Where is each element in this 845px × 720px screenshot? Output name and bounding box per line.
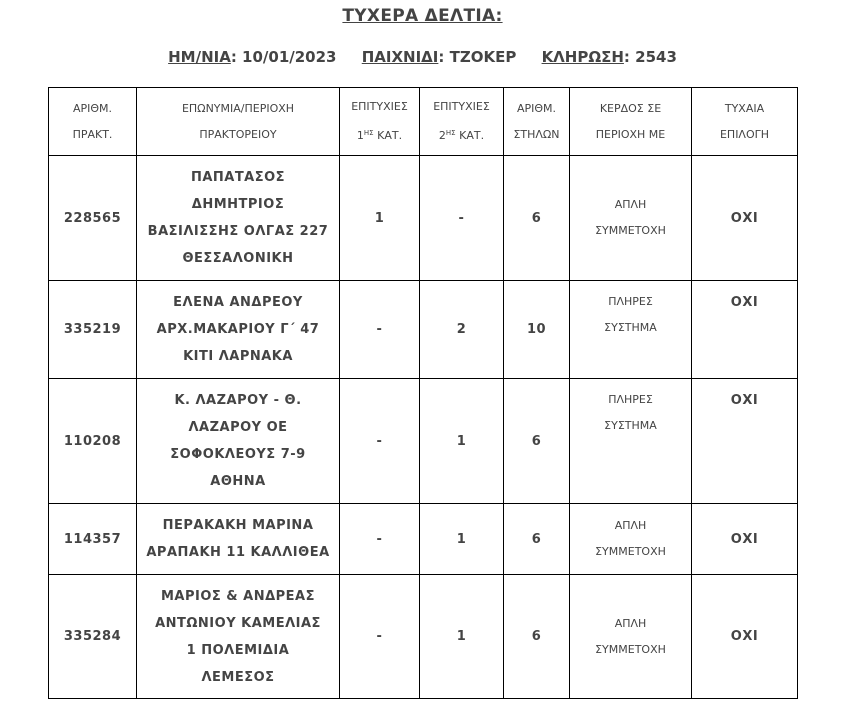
table-row xyxy=(49,575,798,699)
table-row xyxy=(49,379,798,504)
header-agency-name xyxy=(137,88,340,156)
cat2-cell: 2 xyxy=(420,281,504,379)
random-pick-cell: ΟΧΙ xyxy=(692,504,798,575)
table-row xyxy=(49,281,798,379)
name-line: ΘΕΣΣΑΛΟΝΙΚΗ xyxy=(182,251,294,266)
name-line: ΑΝΤΩΝΙΟΥ ΚΑΜΕΛΙΑΣ xyxy=(155,615,321,631)
random-pick-cell: ΟΧΙ xyxy=(692,156,798,281)
name-line: ΣΟΦΟΚΛΕΟΥΣ 7-9 xyxy=(170,447,306,462)
agency-name-cell xyxy=(137,504,340,575)
header-text: ΑΡΙΘΜ. xyxy=(516,101,557,115)
prize-line: ΑΠΛΗ xyxy=(614,519,647,532)
draw-info xyxy=(0,48,845,66)
name-line: ΜΑΡΙΟΣ & ΑΝΔΡΕΑΣ xyxy=(160,588,316,604)
table-header-row xyxy=(49,88,798,156)
header-prize-via xyxy=(570,88,692,156)
header-text: ΠΕΡΙΟΧΗ ΜΕ xyxy=(595,127,666,141)
header-random-pick xyxy=(692,88,798,156)
header-text: ΠΡΑΚΤΟΡΕΙΟΥ xyxy=(199,127,277,141)
name-line: ΠΑΠΑΤΑΣΟΣ xyxy=(190,170,286,185)
cat1-cell: - xyxy=(340,281,420,379)
random-pick-cell: ΟΧΙ xyxy=(692,281,798,379)
header-text: ΑΡΙΘΜ. xyxy=(72,101,113,115)
name-line: ΕΛΕΝΑ ΑΝΔΡΕΟΥ xyxy=(173,295,303,310)
columns-cell: 10 xyxy=(504,281,570,379)
agency-name-cell xyxy=(137,379,340,504)
cat1-cell: - xyxy=(340,504,420,575)
cat2-cell: 1 xyxy=(420,379,504,504)
agency-number-cell: 335219 xyxy=(49,281,137,379)
agency-number-cell: 335284 xyxy=(49,575,137,699)
prize-line: ΠΛΗΡΕΣ xyxy=(608,295,653,308)
prize-line: ΑΠΛΗ xyxy=(614,198,647,211)
prize-line: ΣΥΣΤΗΜΑ xyxy=(604,321,657,334)
random-pick-cell: ΟΧΙ xyxy=(692,379,798,504)
cat2-cell: - xyxy=(420,156,504,281)
name-line: ΑΡΑΠΑΚΗ 11 ΚΑΛΛΙΘΕΑ xyxy=(146,545,330,560)
game-info xyxy=(362,48,517,66)
date-value: : 10/01/2023 xyxy=(230,48,337,66)
columns-cell: 6 xyxy=(504,156,570,281)
winning-tickets-table xyxy=(48,87,798,699)
prize-via-cell xyxy=(570,156,692,281)
name-line: ΛΑΖΑΡΟΥ ΟΕ xyxy=(188,420,288,435)
date-label: ΗΜ/ΝΙΑ xyxy=(168,48,231,66)
name-line: ΔΗΜΗΤΡΙΟΣ xyxy=(191,197,285,212)
agency-number-cell: 110208 xyxy=(49,379,137,504)
agency-number-cell: 228565 xyxy=(49,156,137,281)
draw-label: ΚΛΗΡΩΣΗ xyxy=(541,48,624,66)
prize-line: ΣΥΣΤΗΜΑ xyxy=(604,419,657,432)
prize-via-cell xyxy=(570,379,692,504)
header-text: ΠΡΑΚΤ. xyxy=(72,127,113,141)
header-text: ΕΠΙΤΥΧΙΕΣ xyxy=(433,100,490,113)
prize-via-cell xyxy=(570,504,692,575)
page-title: ΤΥΧΕΡΑ ΔΕΛΤΙΑ: xyxy=(342,6,503,26)
header-columns xyxy=(504,88,570,156)
cat1-cell: - xyxy=(340,575,420,699)
name-line: ΑΡΧ.ΜΑΚΑΡΙΟΥ Γ΄ 47 xyxy=(156,322,320,337)
header-text: ΕΠΙΤΥΧΙΕΣ xyxy=(351,100,408,113)
cat1-cell: - xyxy=(340,379,420,504)
header-text: ΚΕΡΔΟΣ ΣΕ xyxy=(599,101,662,115)
header-text: ΕΠΙΛΟΓΗ xyxy=(719,127,770,141)
name-line: ΚΙΤΙ ΛΑΡΝΑΚΑ xyxy=(183,349,293,364)
prize-line: ΣΥΜΜΕΤΟΧΗ xyxy=(595,642,666,656)
date-info xyxy=(168,48,336,66)
table-row xyxy=(49,156,798,281)
game-value: : ΤΖΟΚΕΡ xyxy=(438,48,517,66)
agency-name-cell xyxy=(137,575,340,699)
columns-cell: 6 xyxy=(504,379,570,504)
name-line: Κ. ΛΑΖΑΡΟΥ - Θ. xyxy=(174,393,302,408)
header-cat2 xyxy=(420,88,504,156)
cat2-cell: 1 xyxy=(420,575,504,699)
header-text: ΣΤΗΛΩΝ xyxy=(513,127,560,141)
cat1-cell: 1 xyxy=(340,156,420,281)
name-line: 1 ΠΟΛΕΜΙΔΙΑ xyxy=(186,642,290,658)
draw-number-info xyxy=(542,48,677,66)
header-text: ΕΠΩΝΥΜΙΑ/ΠΕΡΙΟΧΗ xyxy=(181,101,295,115)
name-line: ΒΑΣΙΛΙΣΣΗΣ ΟΛΓΑΣ 227 xyxy=(147,224,329,239)
name-line: ΛΕΜΕΣΟΣ xyxy=(201,669,275,685)
prize-via-cell xyxy=(570,575,692,699)
agency-name-cell xyxy=(137,281,340,379)
header-cat1 xyxy=(340,88,420,156)
random-pick-cell: ΟΧΙ xyxy=(692,575,798,699)
name-line: ΠΕΡΑΚΑΚΗ ΜΑΡΙΝΑ xyxy=(162,518,314,533)
prize-line: ΣΥΜΜΕΤΟΧΗ xyxy=(595,224,666,237)
columns-cell: 6 xyxy=(504,504,570,575)
prize-line: ΣΥΜΜΕΤΟΧΗ xyxy=(595,545,666,558)
prize-line: ΑΠΛΗ xyxy=(614,616,647,630)
draw-value: : 2543 xyxy=(623,48,677,66)
agency-number-cell: 114357 xyxy=(49,504,137,575)
agency-name-cell xyxy=(137,156,340,281)
table-row xyxy=(49,504,798,575)
header-text: ΤΥΧΑΙΑ xyxy=(724,101,765,115)
cat2-cell: 1 xyxy=(420,504,504,575)
prize-line: ΠΛΗΡΕΣ xyxy=(608,393,653,406)
header-text: $2^{H\Sigma}$ ΚΑΤ. xyxy=(438,129,485,142)
prize-via-cell xyxy=(570,281,692,379)
name-line: ΑΘΗΝΑ xyxy=(210,474,266,489)
game-label: ΠΑΙΧΝΙΔΙ xyxy=(361,48,439,66)
columns-cell: 6 xyxy=(504,575,570,699)
header-agency-no xyxy=(49,88,137,156)
header-text: $1^{H\Sigma}$ ΚΑΤ. xyxy=(356,129,403,142)
